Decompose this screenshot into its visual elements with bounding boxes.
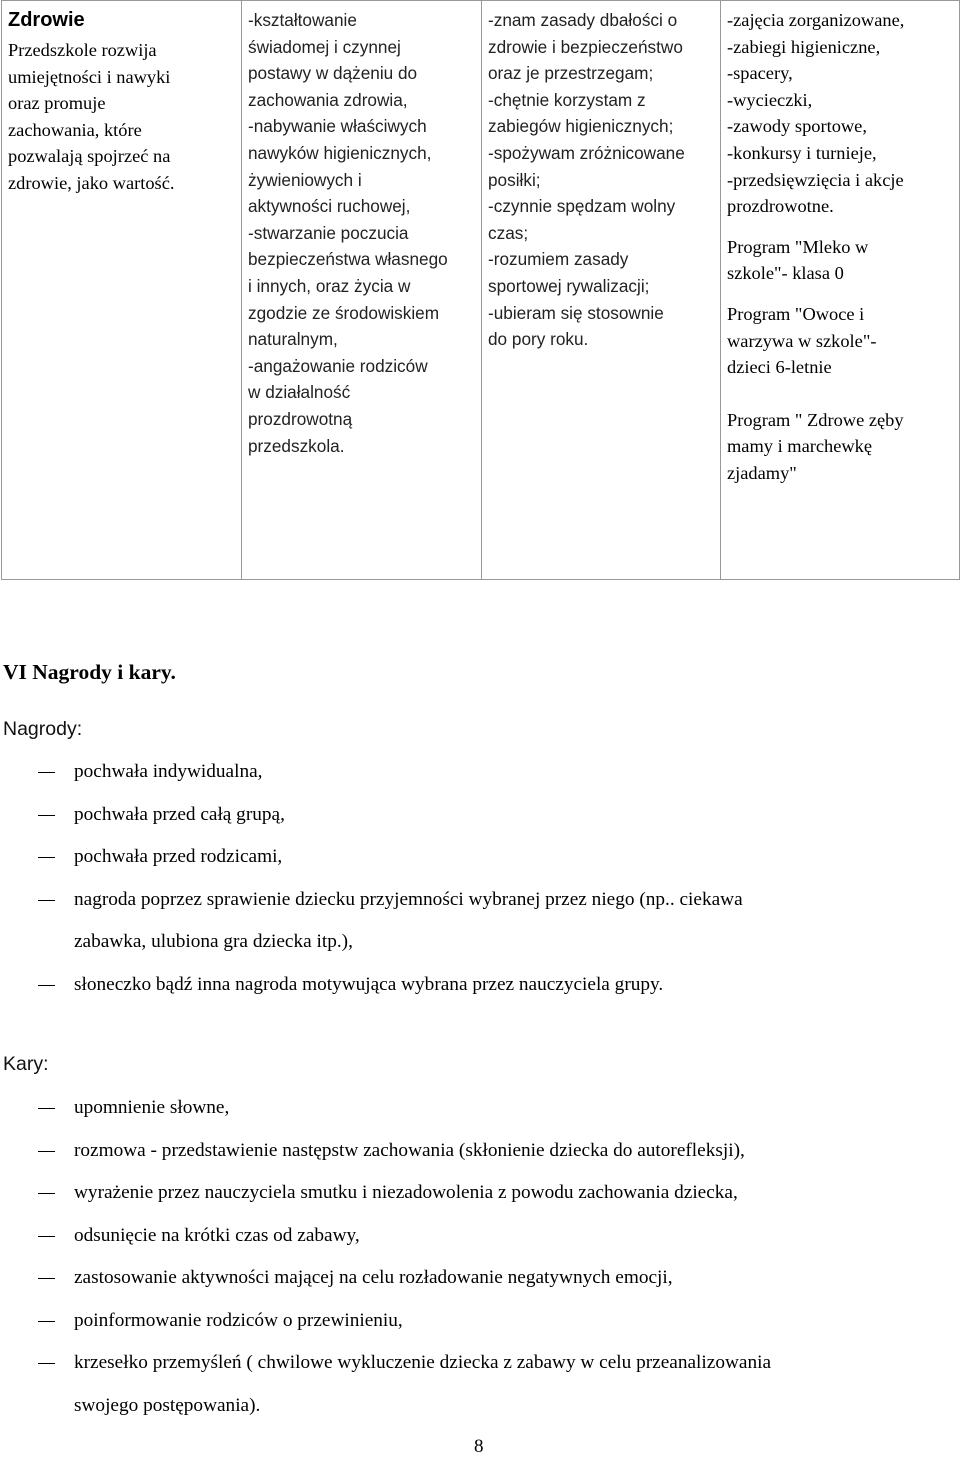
program-line: mamy i marchewkę: [727, 436, 873, 457]
penalties-list: [0, 1087, 950, 1427]
list-item: rozmowa - przedstawienie następstw zachowania (skłonienie dziecka do autorefleksji),: [0, 1130, 950, 1173]
goal-line: -nabywanie właściwych: [248, 116, 427, 137]
program-line: warzywa w szkole"-: [727, 330, 877, 351]
area-line: umiejętności i nawyki: [8, 66, 171, 87]
method-line: -konkursy i turnieje,: [727, 142, 877, 163]
goal-line: aktywności ruchowej,: [248, 196, 411, 217]
outcome-line: -czynnie spędzam wolny: [488, 196, 676, 217]
area-line: Przedszkole rozwija: [8, 40, 157, 60]
list-item: pochwała przed całą grupą,: [0, 794, 950, 837]
outcome-line: -spożywam zróżnicowane: [488, 142, 685, 163]
method-line: -spacery,: [727, 63, 793, 84]
outcome-line: czas;: [488, 222, 529, 243]
list-item: wyrażenie przez nauczyciela smutku i niezadowolenia z powodu zachowania dziecka,: [0, 1172, 950, 1215]
area-title: Zdrowie: [8, 9, 85, 31]
area-cell: [2, 1, 242, 580]
goal-line: -kształtowanie: [248, 10, 357, 30]
outcome-line: -rozumiem zasady: [488, 249, 629, 270]
area-line: zdrowie, jako wartość.: [8, 172, 175, 193]
goal-line: nawyków higienicznych,: [248, 142, 432, 163]
list-item: zastosowanie aktywności mającej na celu rozładowanie negatywnych emocji,: [0, 1257, 950, 1300]
dash-bullet-icon: [38, 815, 55, 816]
program-line: Program " Zdrowe zęby: [727, 409, 904, 430]
goal-line: świadomej i czynnej: [248, 36, 401, 57]
area-line: zachowania, które: [8, 119, 142, 140]
area-line: pozwalają spojrzeć na: [8, 146, 171, 167]
list-item-continuation: zabawka, ulubiona gra dziecka itp.),: [74, 931, 353, 952]
method-line: -zajęcia zorganizowane,: [727, 10, 905, 30]
section-title: VI Nagrody i kary.: [3, 660, 176, 684]
goal-line: zgodzie ze środowiskiem: [248, 302, 440, 323]
outcome-line: sportowej rywalizacji;: [488, 275, 650, 296]
dash-bullet-icon: [38, 1151, 55, 1152]
dash-bullet-icon: [38, 857, 55, 858]
method-line: -zabiegi higieniczne,: [727, 36, 881, 57]
goal-line: naturalnym,: [248, 329, 338, 350]
method-line: -przedsięwzięcia i akcje: [727, 169, 904, 190]
dash-bullet-icon: [38, 1193, 55, 1194]
goal-line: przedszkola.: [248, 435, 345, 456]
outcome-line: zabiegów higienicznych;: [488, 116, 674, 137]
outcome-line: -chętnie korzystam z: [488, 89, 646, 110]
method-line: -wycieczki,: [727, 89, 813, 110]
goal-line: -angażowanie rodziców: [248, 355, 428, 376]
methods-cell: [721, 1, 960, 580]
program-line: szkole"- klasa 0: [727, 263, 844, 284]
outcome-line: do pory roku.: [488, 329, 589, 350]
page-number: 8: [474, 1436, 484, 1457]
list-item: upomnienie słowne,: [0, 1087, 950, 1130]
list-item: pochwała przed rodzicami,: [0, 836, 950, 879]
program-line: dzieci 6-letnie: [727, 357, 832, 378]
goal-line: żywieniowych i: [248, 169, 362, 190]
health-plan-table: [1, 0, 960, 580]
list-item: nagroda poprzez sprawienie dziecku przyjemności wybranej przez niego (np.. ciekawa: [0, 879, 950, 922]
goal-line: bezpieczeństwa własnego: [248, 249, 448, 270]
outcome-line: zdrowie i bezpieczeństwo: [488, 36, 683, 57]
list-item-continuation: swojego postępowania).: [74, 1394, 261, 1416]
list-item: poinformowanie rodziców o przewinieniu,: [0, 1300, 950, 1343]
penalties-heading: Kary:: [3, 1053, 49, 1075]
goal-line: i innych, oraz życia w: [248, 275, 411, 296]
dash-bullet-icon: [38, 1363, 55, 1364]
goal-line: zachowania zdrowia,: [248, 89, 408, 110]
outcomes-cell: [482, 1, 721, 580]
program-line: Program "Mleko w: [727, 236, 869, 257]
goal-line: w działalność: [248, 382, 351, 403]
area-line: oraz promuje: [8, 93, 106, 114]
dash-bullet-icon: [38, 1108, 55, 1109]
list-item: pochwała indywidualna,: [0, 751, 950, 794]
outcome-line: -ubieram się stosownie: [488, 302, 664, 323]
list-item: słoneczko bądź inna nagroda motywująca wybrana przez nauczyciela grupy.: [0, 964, 950, 1007]
outcome-line: oraz je przestrzegam;: [488, 63, 654, 84]
goals-cell: [242, 1, 482, 580]
rewards-list: [0, 751, 950, 1006]
program-line: Program "Owoce i: [727, 303, 865, 324]
dash-bullet-icon: [38, 1278, 55, 1279]
dash-bullet-icon: [38, 1236, 55, 1237]
dash-bullet-icon: [38, 772, 55, 773]
outcome-line: -znam zasady dbałości o: [488, 10, 678, 30]
table-row: [2, 1, 960, 580]
goal-line: prozdrowotną: [248, 408, 353, 429]
list-item: odsunięcie na krótki czas od zabawy,: [0, 1215, 950, 1258]
dash-bullet-icon: [38, 1321, 55, 1322]
list-item: krzesełko przemyśleń ( chwilowe wykluczenie dziecka z zabawy w celu przeanalizowania: [0, 1342, 950, 1385]
outcome-line: posiłki;: [488, 169, 541, 190]
goal-line: postawy w dążeniu do: [248, 63, 418, 84]
goal-line: -stwarzanie poczucia: [248, 222, 409, 243]
method-line: -zawody sportowe,: [727, 116, 867, 137]
rewards-heading: Nagrody:: [3, 718, 83, 740]
dash-bullet-icon: [38, 985, 55, 986]
dash-bullet-icon: [38, 900, 55, 901]
method-line: prozdrowotne.: [727, 196, 834, 217]
program-line: zjadamy": [727, 462, 797, 483]
